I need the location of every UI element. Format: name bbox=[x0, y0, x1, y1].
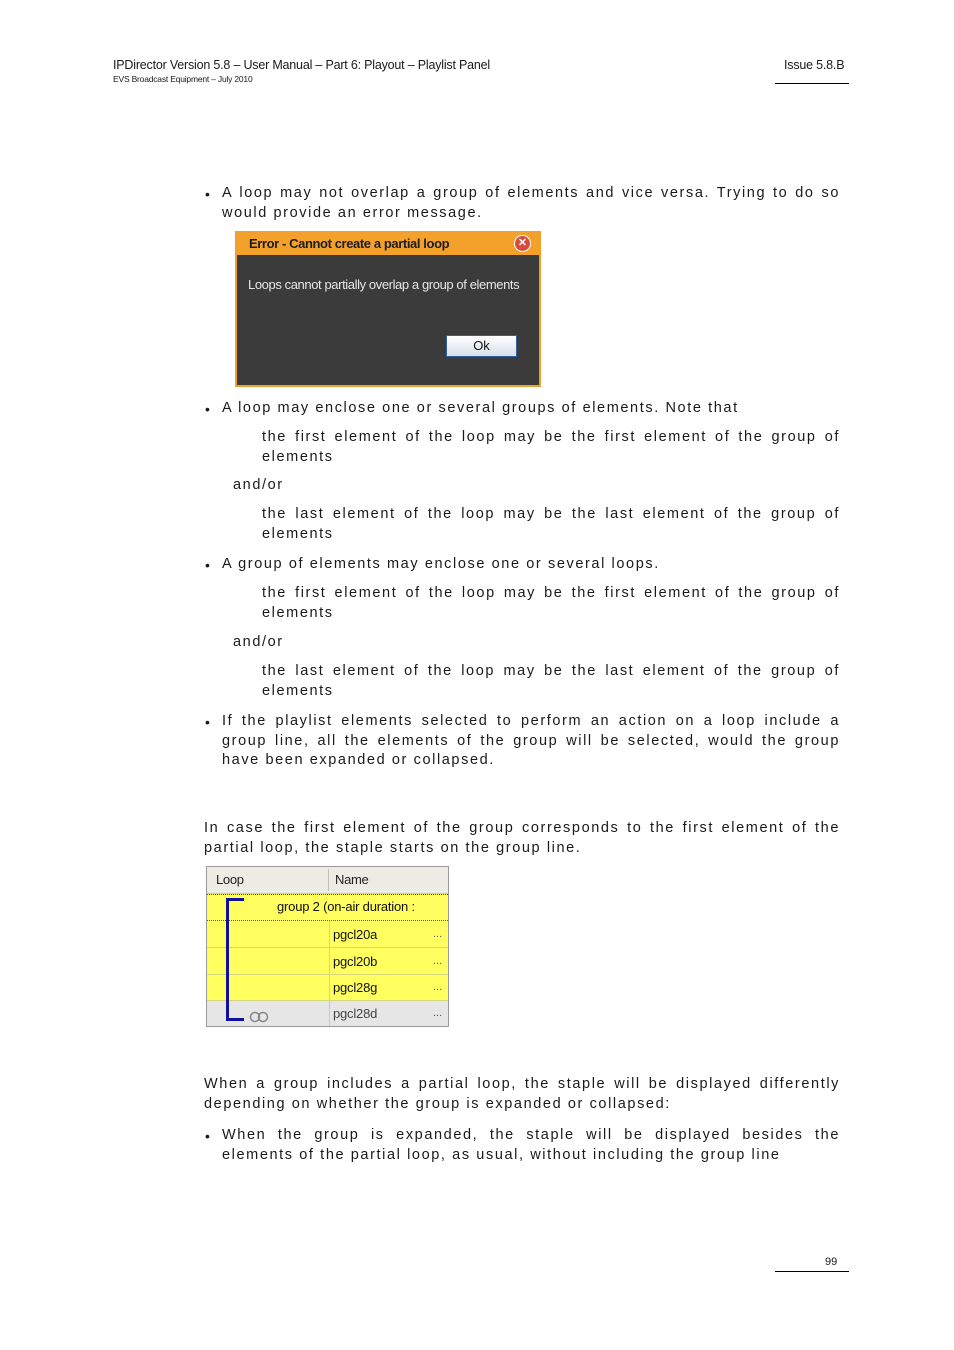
table-header bbox=[207, 867, 448, 894]
bullet-2-sub-2: the last element of the loop may be the last element of the group of elements bbox=[262, 506, 840, 542]
playlist-table bbox=[206, 866, 449, 1027]
row-more: ... bbox=[433, 981, 443, 993]
bullet-3-text: A group of elements may enclose one or several loops. bbox=[222, 556, 660, 572]
row-more: ... bbox=[433, 1007, 443, 1019]
column-header-loop[interactable]: Loop bbox=[216, 872, 244, 887]
bullet-icon: • bbox=[205, 186, 210, 202]
bullet-1-text: A loop may not overlap a group of elements and vice versa. Trying to do so would provide an error message. bbox=[222, 185, 840, 221]
dialog-message: Loops cannot partially overlap a group of elements bbox=[248, 277, 520, 292]
loop-icon bbox=[249, 1011, 271, 1023]
group-label: group 2 (on-air duration : bbox=[277, 899, 415, 914]
table-row-selected[interactable] bbox=[207, 1001, 448, 1026]
bullet-3-sub-2: the last element of the loop may be the last element of the group of elements bbox=[262, 663, 840, 699]
bullet-4-text: If the playlist elements selected to perform an action on a loop include a group line, all the elements of the group will be selected, would the group have been expanded or collapsed. bbox=[222, 713, 840, 768]
row-more: ... bbox=[433, 928, 443, 940]
loop-staple-bottom bbox=[226, 1018, 244, 1021]
header-title: IPDirector Version 5.8 – User Manual – Part 6: Playout – Playlist Panel bbox=[113, 58, 490, 72]
header-rule bbox=[775, 83, 849, 84]
error-dialog bbox=[235, 231, 541, 387]
dialog-title: Error - Cannot create a partial loop bbox=[249, 236, 450, 251]
bullet-icon: • bbox=[205, 557, 210, 573]
header-issue: Issue 5.8.B bbox=[784, 58, 845, 72]
paragraph-2: When a group includes a partial loop, the staple will be displayed differently depending on whether the group is expanded or collapsed: bbox=[204, 1076, 840, 1112]
header-subtitle: EVS Broadcast Equipment – July 2010 bbox=[113, 74, 253, 84]
loop-staple bbox=[226, 899, 229, 1021]
column-divider[interactable] bbox=[328, 869, 329, 891]
table-row[interactable] bbox=[207, 975, 448, 1001]
bullet-3-andor: and/or bbox=[233, 634, 284, 650]
close-icon[interactable]: ✕ bbox=[514, 235, 531, 252]
bullet-3-sub-1: the first element of the loop may be the first element of the group of elements bbox=[262, 585, 840, 621]
bullet-icon: • bbox=[205, 1128, 210, 1144]
bullet-icon: • bbox=[205, 401, 210, 417]
row-name: pgcl28d bbox=[333, 1006, 378, 1021]
bullet-icon: • bbox=[205, 714, 210, 730]
bullet-2-sub-1: the first element of the loop may be the first element of the group of elements bbox=[262, 429, 840, 465]
column-header-name[interactable]: Name bbox=[335, 872, 369, 887]
bullet-2-text: A loop may enclose one or several groups of elements. Note that bbox=[222, 400, 739, 416]
table-row[interactable] bbox=[207, 921, 448, 948]
page-number: 99 bbox=[825, 1256, 838, 1268]
paragraph-1: In case the first element of the group corresponds to the first element of the partial loop, the staple starts on the group line. bbox=[204, 820, 840, 856]
row-more: ... bbox=[433, 955, 443, 967]
bullet-5-text: When the group is expanded, the staple will be displayed besides the elements of the partial loop, as usual, without including the group line bbox=[222, 1127, 840, 1163]
footer-rule bbox=[775, 1271, 849, 1272]
row-name: pgcl20a bbox=[333, 927, 378, 942]
row-name: pgcl28g bbox=[333, 980, 378, 995]
ok-button[interactable]: Ok bbox=[446, 335, 517, 357]
row-name: pgcl20b bbox=[333, 954, 378, 969]
dialog-title-bar bbox=[237, 233, 539, 255]
bullet-2-andor: and/or bbox=[233, 477, 284, 493]
table-row[interactable] bbox=[207, 948, 448, 975]
